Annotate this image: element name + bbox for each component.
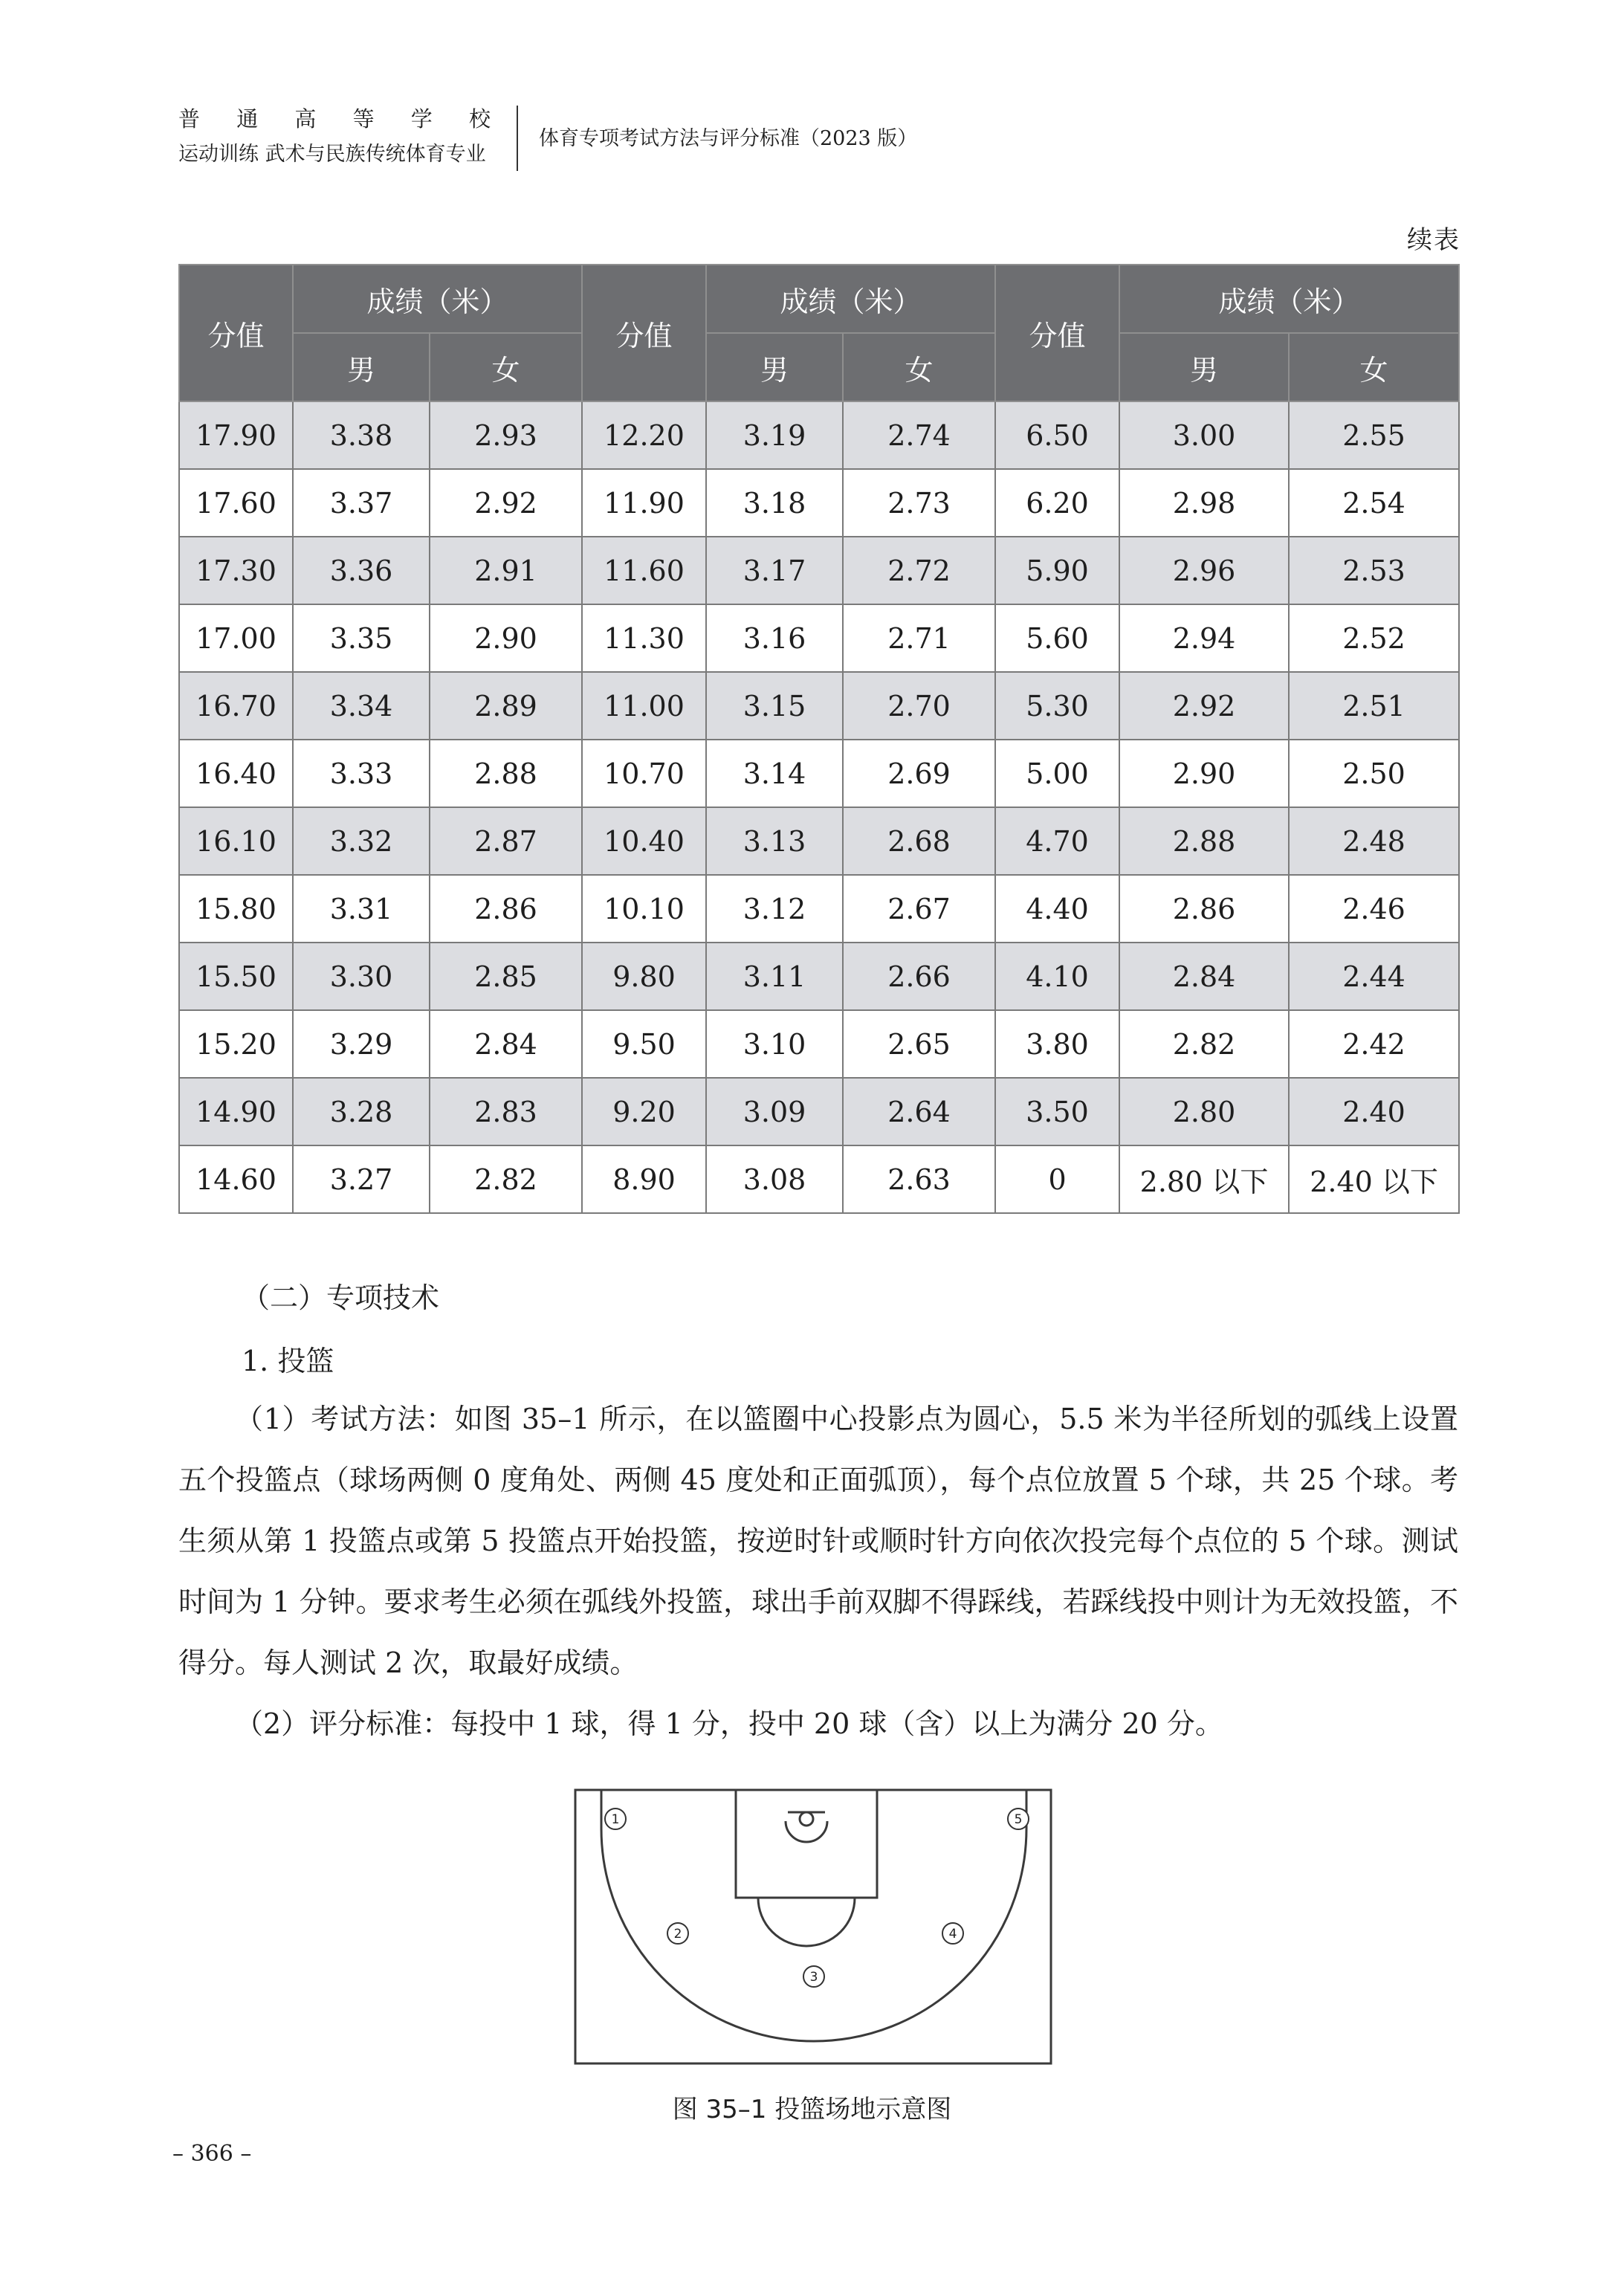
score-cell: 3.80 <box>995 1010 1119 1078</box>
female-result-cell: 2.50 <box>1289 740 1459 807</box>
female-result-cell: 2.71 <box>843 604 995 672</box>
male-result-cell: 3.13 <box>706 807 843 875</box>
male-result-cell: 3.10 <box>706 1010 843 1078</box>
female-result-cell: 2.89 <box>430 672 582 740</box>
male-result-cell: 3.14 <box>706 740 843 807</box>
court-boundary <box>575 1790 1051 2063</box>
figure-caption: 图 35–1 投篮场地示意图 <box>672 2095 952 2124</box>
male-result-cell: 2.80 以下 <box>1119 1145 1289 1213</box>
score-cell: 15.20 <box>179 1010 293 1078</box>
table-row <box>179 537 1459 604</box>
female-result-cell: 2.52 <box>1289 604 1459 672</box>
score-cell: 5.30 <box>995 672 1119 740</box>
exam-method-paragraph: （1）考试方法：如图 35–1 所示，在以篮圈中心投影点为圆心，5.5 米为半径所划的弧线上设置五个投篮点（球场两侧 0 度角处、两侧 45 度处和正面弧顶），每个点位放置 5 个球，共 25 个球。考生须从第 1 投篮点或第 5 投篮点开始投篮，按逆时针或顺时针方向依次投完每个点位的 5 个球。测试时间为 1 分钟。要求考生必须在弧线外投篮，球出手前双脚不得踩线，若踩线投中则计为无效投篮，不得分。每人测试 2 次，取最好成绩。 <box>178 1403 1458 1679</box>
school-char: 高 <box>294 106 317 132</box>
score-cell: 17.00 <box>179 604 293 672</box>
table-row <box>179 672 1459 740</box>
section-heading: （二）专项技术 <box>242 1281 440 1314</box>
score-cell: 6.20 <box>995 469 1119 537</box>
score-cell: 16.70 <box>179 672 293 740</box>
page-number: – 366 – <box>172 2141 252 2167</box>
male-result-cell: 2.94 <box>1119 604 1289 672</box>
female-result-cell: 2.40 以下 <box>1289 1145 1459 1213</box>
score-cell: 11.60 <box>582 537 706 604</box>
header-score: 分值 <box>582 265 706 401</box>
male-result-cell: 3.15 <box>706 672 843 740</box>
three-point-arc <box>601 1790 1026 2041</box>
male-result-cell: 2.84 <box>1119 943 1289 1010</box>
score-cell: 10.70 <box>582 740 706 807</box>
header-result: 成绩（米） <box>1119 265 1459 333</box>
male-result-cell: 3.12 <box>706 875 843 943</box>
male-result-cell: 3.36 <box>293 537 430 604</box>
header-female: 女 <box>1289 333 1459 401</box>
table-row <box>179 604 1459 672</box>
female-result-cell: 2.73 <box>843 469 995 537</box>
school-char: 等 <box>352 106 375 132</box>
female-result-cell: 2.87 <box>430 807 582 875</box>
male-result-cell: 3.33 <box>293 740 430 807</box>
female-result-cell: 2.84 <box>430 1010 582 1078</box>
table-row <box>179 875 1459 943</box>
female-result-cell: 2.55 <box>1289 401 1459 469</box>
male-result-cell: 3.27 <box>293 1145 430 1213</box>
header-result: 成绩（米） <box>293 265 582 333</box>
female-result-cell: 2.92 <box>430 469 582 537</box>
female-result-cell: 2.91 <box>430 537 582 604</box>
header-divider <box>517 106 518 171</box>
male-result-cell: 3.35 <box>293 604 430 672</box>
table-row <box>179 1078 1459 1145</box>
free-throw-arc <box>758 1898 855 1946</box>
header-female: 女 <box>430 333 582 401</box>
header-male: 男 <box>706 333 843 401</box>
header-score: 分值 <box>995 265 1119 401</box>
point-label: 5 <box>1014 1812 1023 1827</box>
score-cell: 17.90 <box>179 401 293 469</box>
school-type <box>178 104 491 134</box>
score-cell: 3.50 <box>995 1078 1119 1145</box>
scoring-paragraph: （2）评分标准：每投中 1 球，得 1 分，投中 20 球（含）以上为满分 20 分。 <box>235 1707 1223 1740</box>
male-result-cell: 3.30 <box>293 943 430 1010</box>
female-result-cell: 2.70 <box>843 672 995 740</box>
score-cell: 9.80 <box>582 943 706 1010</box>
score-cell: 14.90 <box>179 1078 293 1145</box>
female-result-cell: 2.68 <box>843 807 995 875</box>
table-body <box>179 401 1459 1213</box>
score-cell: 5.60 <box>995 604 1119 672</box>
score-cell: 9.20 <box>582 1078 706 1145</box>
table-row <box>179 807 1459 875</box>
male-result-cell: 3.09 <box>706 1078 843 1145</box>
shooting-point-5 <box>1008 1809 1029 1829</box>
female-result-cell: 2.90 <box>430 604 582 672</box>
male-result-cell: 3.28 <box>293 1078 430 1145</box>
female-result-cell: 2.65 <box>843 1010 995 1078</box>
table-row <box>179 1145 1459 1213</box>
point-label: 3 <box>809 1970 818 1985</box>
running-header <box>178 104 1449 171</box>
male-result-cell: 3.18 <box>706 469 843 537</box>
female-result-cell: 2.67 <box>843 875 995 943</box>
female-result-cell: 2.69 <box>843 740 995 807</box>
male-result-cell: 3.08 <box>706 1145 843 1213</box>
male-result-cell: 3.37 <box>293 469 430 537</box>
subsection-heading: 1. 投篮 <box>242 1345 334 1377</box>
header-male: 男 <box>293 333 430 401</box>
female-result-cell: 2.44 <box>1289 943 1459 1010</box>
shooting-point-3 <box>803 1966 824 1987</box>
score-cell: 16.40 <box>179 740 293 807</box>
specialty-name: 运动训练 武术与民族传统体育专业 <box>178 143 486 166</box>
female-result-cell: 2.74 <box>843 401 995 469</box>
score-cell: 8.90 <box>582 1145 706 1213</box>
header-left <box>178 104 498 169</box>
female-result-cell: 2.51 <box>1289 672 1459 740</box>
score-cell: 11.30 <box>582 604 706 672</box>
male-result-cell: 3.17 <box>706 537 843 604</box>
score-cell: 5.90 <box>995 537 1119 604</box>
header-score: 分值 <box>179 265 293 401</box>
male-result-cell: 3.31 <box>293 875 430 943</box>
school-char: 通 <box>236 106 259 132</box>
male-result-cell: 3.11 <box>706 943 843 1010</box>
point-label: 2 <box>673 1927 682 1942</box>
score-cell: 6.50 <box>995 401 1119 469</box>
score-cell: 15.80 <box>179 875 293 943</box>
score-cell: 16.10 <box>179 807 293 875</box>
male-result-cell: 3.16 <box>706 604 843 672</box>
female-result-cell: 2.72 <box>843 537 995 604</box>
point-label: 4 <box>948 1927 957 1942</box>
court-diagram <box>574 1788 1054 2070</box>
score-cell: 0 <box>995 1145 1119 1213</box>
male-result-cell: 3.00 <box>1119 401 1289 469</box>
male-result-cell: 3.34 <box>293 672 430 740</box>
shooting-point-4 <box>942 1923 963 1944</box>
female-result-cell: 2.54 <box>1289 469 1459 537</box>
male-result-cell: 2.96 <box>1119 537 1289 604</box>
female-result-cell: 2.64 <box>843 1078 995 1145</box>
header-female: 女 <box>843 333 995 401</box>
shooting-point-1 <box>605 1809 626 1829</box>
school-char: 校 <box>468 106 491 132</box>
female-result-cell: 2.53 <box>1289 537 1459 604</box>
table-row <box>179 740 1459 807</box>
score-cell: 17.30 <box>179 537 293 604</box>
table-row <box>179 469 1459 537</box>
male-result-cell: 3.38 <box>293 401 430 469</box>
score-cell: 11.90 <box>582 469 706 537</box>
school-char: 普 <box>178 106 201 132</box>
restricted-arc <box>786 1821 827 1842</box>
female-result-cell: 2.93 <box>430 401 582 469</box>
score-cell: 17.60 <box>179 469 293 537</box>
free-throw-lane <box>736 1790 877 1898</box>
book-title: 体育专项考试方法与评分标准（2023 版） <box>539 127 918 150</box>
hoop <box>800 1812 813 1826</box>
female-result-cell: 2.42 <box>1289 1010 1459 1078</box>
male-result-cell: 2.88 <box>1119 807 1289 875</box>
shooting-point-2 <box>667 1923 688 1944</box>
female-result-cell: 2.63 <box>843 1145 995 1213</box>
female-result-cell: 2.86 <box>430 875 582 943</box>
female-result-cell: 2.66 <box>843 943 995 1010</box>
table-row <box>179 401 1459 469</box>
female-result-cell: 2.82 <box>430 1145 582 1213</box>
score-table <box>178 264 1460 1214</box>
female-result-cell: 2.88 <box>430 740 582 807</box>
header-male: 男 <box>1119 333 1289 401</box>
male-result-cell: 3.32 <box>293 807 430 875</box>
score-cell: 5.00 <box>995 740 1119 807</box>
score-cell: 11.00 <box>582 672 706 740</box>
score-cell: 4.40 <box>995 875 1119 943</box>
score-cell: 15.50 <box>179 943 293 1010</box>
female-result-cell: 2.40 <box>1289 1078 1459 1145</box>
table-row <box>179 943 1459 1010</box>
male-result-cell: 2.86 <box>1119 875 1289 943</box>
female-result-cell: 2.85 <box>430 943 582 1010</box>
male-result-cell: 2.90 <box>1119 740 1289 807</box>
score-cell: 9.50 <box>582 1010 706 1078</box>
score-cell: 10.40 <box>582 807 706 875</box>
male-result-cell: 2.92 <box>1119 672 1289 740</box>
female-result-cell: 2.48 <box>1289 807 1459 875</box>
score-cell: 14.60 <box>179 1145 293 1213</box>
score-cell: 10.10 <box>582 875 706 943</box>
female-result-cell: 2.83 <box>430 1078 582 1145</box>
score-cell: 12.20 <box>582 401 706 469</box>
male-result-cell: 2.82 <box>1119 1010 1289 1078</box>
male-result-cell: 3.29 <box>293 1010 430 1078</box>
male-result-cell: 3.19 <box>706 401 843 469</box>
score-cell: 4.70 <box>995 807 1119 875</box>
continued-table-label: 续表 <box>1407 225 1460 255</box>
female-result-cell: 2.46 <box>1289 875 1459 943</box>
table-row <box>179 1010 1459 1078</box>
male-result-cell: 2.98 <box>1119 469 1289 537</box>
header-result: 成绩（米） <box>706 265 995 333</box>
male-result-cell: 2.80 <box>1119 1078 1289 1145</box>
point-label: 1 <box>611 1812 620 1827</box>
score-cell: 4.10 <box>995 943 1119 1010</box>
school-char: 学 <box>410 106 433 132</box>
